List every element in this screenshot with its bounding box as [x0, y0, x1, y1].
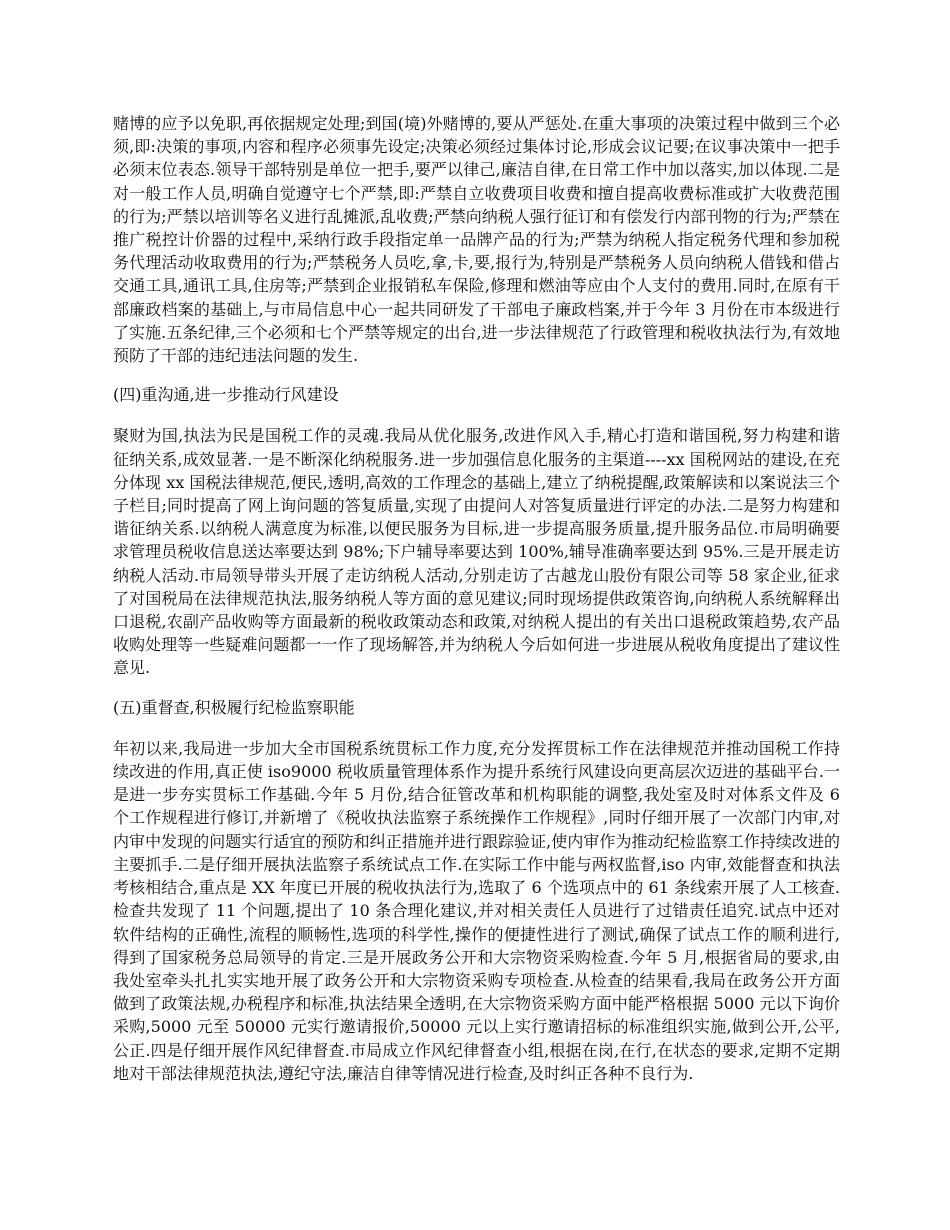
paragraph-discipline-rules: 赌博的应予以免职,再依据规定处理;到国(境)外赌博的,要从严惩处.在重大事项的决策过程中做到三个必须,即:决策的事项,内容和程序必须事先设定;决策必须经过集体讨论,形成会议记要;在议事决策中一把手必须末位表态.领导干部特别是单位一把手,要严以律己,廉洁自律,在日常工作中加以落实,加以体现.二是对一般工作人员,明确自觉遵守七个严禁,即:严禁自立收费项目收费和擅自提高收费标准或扩大收费范围的行为;严禁以培训等名义进行乱摊派,乱收费;严禁向纳税人强行征订和有偿发行内部刊物的行为;严禁在推广税控计价器的过程中,采纳行政手段指定单一品牌产品的行为;严禁为纳税人指定税务代理和参加税务代理活动收取费用的行为;严禁税务人员吃,拿,卡,要,报行为,特别是严禁税务人员向纳税人借钱和借占交通工具,通讯工具,住房等;严禁到企业报销私车保险,修理和燃油等应由个人支付的费用.同时,在原有干部廉政档案的基础上,与市局信息中心一起共同研发了干部电子廉政档案,并于今年 3 月份在市本级进行了实施.五条纪律,三个必须和七个严禁等规定的出台,进一步法律规范了行政管理和税收执法行为,有效地预防了干部的违纪违法问题的发生.: [113, 114, 840, 366]
document-page: [113, 112, 840, 1085]
paragraph-supervision: 年初以来,我局进一步加大全市国税系统贯标工作力度,充分发挥贯标工作在法律规范并推动国税工作持续改进的作用,真正使 iso9000 税收质量管理体系作为提升系统行风建设向更高层次迈进的基础平台.一是进一步夯实贯标工作基础.今年 5 月份,结合征管改革和机构职能的调整,我处室及时对体系文件及 6 个工作规程进行修订,并新增了《税收执法监察子系统操作工作规程》,同时仔细开展了一次部门内审,对内审中发现的问题实行适宜的预防和纠正措施并进行跟踪验证,使内审作为推动纪检监察工作持续改进的主要抓手.二是仔细开展执法监察子系统试点工作.在实际工作中能与两权监督,iso 内审,效能督查和执法考核相结合,重点是 XX 年度已开展的税收执法行为,选取了 6 个选项点中的 61 条线索开展了人工核查.检查共发现了 11 个问题,提出了 10 条合理化建议,并对相关责任人员进行了过错责任追究.试点中还对软件结构的正确性,流程的顺畅性,选项的科学性,操作的便捷性进行了测试,确保了试点工作的顺利进行,得到了国家税务总局领导的肯定.三是开展政务公开和大宗物资采购检查.今年 5 月,根据省局的要求,由我处室牵头扎扎实实地开展了政务公开和大宗物资采购专项检查.从检查的结果看,我局在政务公开方面做到了政策法规,办税程序和标准,执法结果全透明,在大宗物资采购方面中能严格根据 5000 元以下询价采购,5000 元至 50000 元实行邀请报价,50000 元以上实行邀请招标的标准组织实施,做到公开,公平,公正.四是仔细开展作风纪律督查.市局成立作风纪律督查小组,根据在岗,在行,在状态的要求,定期不定期地对干部法律规范执法,遵纪守法,廉洁自律等情况进行检查,及时纠正各种不良行为.: [113, 738, 840, 1083]
section-heading-5: (五)重督查,积极履行纪检监察职能: [113, 697, 355, 717]
section-heading-4: (四)重沟通,进一步推动行风建设: [113, 385, 339, 405]
paragraph-tax-service: 聚财为国,执法为民是国税工作的灵魂.我局从优化服务,改进作风入手,精心打造和谐国税,努力构建和谐征纳关系,成效显著.一是不断深化纳税服务.进一步加强信息化服务的主渠道----xx 国税网站的建设,在充分体现 xx 国税法律规范,便民,透明,高效的工作理念的基础上,建立了纳税提醒,政策解读和以案说法三个子栏目;同时提高了网上询问题的答复质量,实现了由提问人对答复质量进行评定的办法.二是努力构建和谐征纳关系.以纳税人满意度为标准,以便民服务为目标,进一步提高服务质量,提升服务品位.市局明确要求管理员税收信息送达率要达到 98%;下户辅导率要达到 100%,辅导准确率要达到 95%.三是开展走访纳税人活动.市局领导带头开展了走访纳税人活动,分别走访了古越龙山股份有限公司等 58 家企业,征求了对国税局在法律规范执法,服务纳税人等方面的意见建议;同时现场提供政策咨询,向纳税人系统解释出口退税,农副产品收购等方面最新的税收政策动态和政策,对纳税人提出的有关出口退税政策趋势,农产品收购处理等一些疑难问题都一一作了现场解答,并为纳税人今后如何进一步进展从税收角度提出了建议性意见.: [113, 426, 840, 678]
